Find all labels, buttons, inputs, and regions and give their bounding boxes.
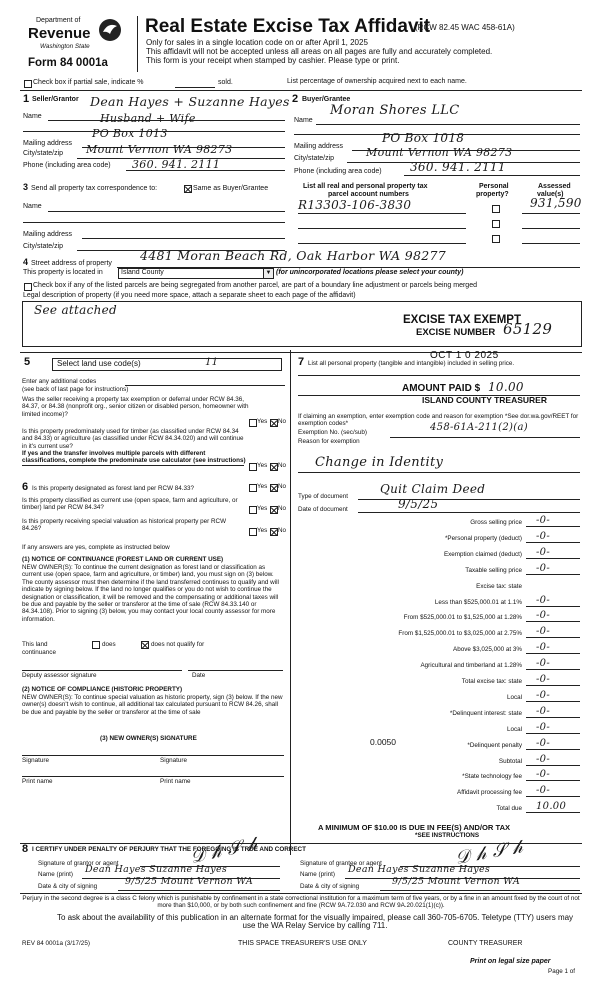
- buyer-phone-label: Phone (including area code): [294, 168, 382, 175]
- seller-city-label: City/state/zip: [23, 150, 64, 157]
- reason-value[interactable]: Change in Identity: [315, 455, 444, 470]
- calc-row-value[interactable]: -0-: [536, 642, 551, 654]
- owner-sig-label-1: Signature: [22, 757, 49, 764]
- seller-addr-value[interactable]: PO Box 1013: [92, 127, 168, 140]
- partial-sale-checkbox[interactable]: [24, 80, 32, 88]
- land-use-select-label: Select land use code(s): [57, 359, 141, 368]
- subtitle-2: This affidavit will not be accepted unless all areas on all pages are fully and accurately completed.: [146, 47, 493, 56]
- calc-row-label: From $525,000.01 to $1,525,000 at 1.28%: [403, 614, 522, 622]
- calc-row-label: Exemption claimed (deduct): [443, 550, 522, 558]
- personal-property-checkbox-3[interactable]: [492, 235, 500, 243]
- exempt-stamp-line1: EXCISE TAX EXEMPT: [403, 314, 522, 326]
- calc-row-value[interactable]: 10.00: [536, 801, 567, 813]
- sec3-city-label: City/state/zip: [23, 243, 64, 250]
- assessed-head-2: value(s): [537, 191, 564, 198]
- agency-name: Revenue: [28, 25, 91, 42]
- county-select[interactable]: [118, 268, 274, 279]
- doc-type-value[interactable]: Quit Claim Deed: [380, 482, 486, 496]
- sec5-q2: Is this property predominately used for timber (as classified under RCW 84.34 and 84.33) or agriculture (as classified under RCW 84.34.020) and will continue in it's current use?: [22, 428, 244, 450]
- calc-row-value[interactable]: -0-: [536, 594, 551, 606]
- dor-logo: [24, 14, 124, 58]
- forest-yes-label: Yes: [257, 483, 268, 490]
- q2-no-checkbox[interactable]: [270, 463, 278, 471]
- does-checkbox[interactable]: [92, 641, 100, 649]
- calc-row-label: *Delinquent penalty: [467, 741, 522, 749]
- calc-row-label: Local: [506, 693, 522, 701]
- calc-row-label: Total excise tax: state: [461, 678, 522, 685]
- calc-row-value[interactable]: -0-: [536, 705, 551, 717]
- calc-row-value[interactable]: -0-: [536, 562, 551, 574]
- sig-grantor-label: Signature of grantor or agent: [38, 860, 119, 867]
- buyer-addr-label: Mailing address: [294, 143, 344, 150]
- segregated-checkbox[interactable]: [24, 283, 32, 291]
- state-name: Washington State: [40, 43, 90, 50]
- partial-sale-label: Check box if partial sale, indicate %: [33, 79, 144, 86]
- reason-label: Reason for exemption: [298, 438, 360, 445]
- seller-phone-label: Phone (including area code): [23, 162, 111, 169]
- same-as-buyer-checkbox[interactable]: [184, 185, 192, 193]
- grantee-date-label: Date & city of signing: [300, 883, 360, 890]
- sec5-num: 5: [24, 356, 31, 368]
- forest-no-label: No: [278, 483, 287, 490]
- sec6-q2: Is this property classified as current use (open space, farm and agriculture, or timber) land per RCW 84.34?: [22, 497, 238, 512]
- sig-grantee-label: Signature of grantee or agent: [300, 860, 382, 867]
- exempt-stamp-line2: EXCISE NUMBER: [416, 327, 496, 338]
- sec3-name-label: Name: [23, 203, 42, 210]
- calc-row-value[interactable]: -0-: [536, 658, 551, 670]
- current-use-yes-checkbox[interactable]: [249, 506, 257, 514]
- amount-paid-value: 10.00: [488, 380, 524, 394]
- calc-row-value[interactable]: -0-: [536, 626, 551, 638]
- calc-row-value[interactable]: -0-: [536, 515, 551, 526]
- sec4-num: 4: [23, 257, 29, 267]
- calc-row-value[interactable]: -0-: [536, 689, 551, 701]
- amount-paid-label: AMOUNT PAID $: [402, 383, 481, 394]
- county-label: This property is located in: [23, 269, 103, 276]
- land-use-select[interactable]: [52, 358, 282, 371]
- sec7-num: 7: [298, 356, 305, 368]
- calc-row-value[interactable]: -0-: [536, 721, 551, 733]
- notice3-heading: (3) NEW OWNER(S) SIGNATURE: [100, 735, 197, 742]
- parcel-head-2: parcel account numbers: [328, 191, 409, 198]
- notice1-heading: (1) NOTICE OF CONTINUANCE (FOREST LAND OR CURRENT USE): [22, 556, 224, 563]
- q2-yes-label: Yes: [257, 462, 268, 469]
- alt-format-notice: To ask about the availability of this publication in an alternate format for the visually impaired, please call 360-705-6705. Teletype (TTY) users may use the WA Relay Service by calling 711.: [56, 913, 574, 931]
- grantee-name-value[interactable]: Dean Hayes Suzanne Hayes: [348, 864, 491, 875]
- page-number: Page 1 of: [548, 968, 575, 975]
- grantee-date-value[interactable]: 9/5/25 Mount Vernon WA: [392, 876, 520, 887]
- buyer-name-label: Name: [294, 117, 313, 124]
- current-use-no-label: No: [278, 505, 287, 512]
- subtitle-1: Only for sales in a single location code on or after April 1, 2025: [146, 38, 368, 47]
- form-rcw: (RCW 82.45 WAC 458-61A): [415, 23, 515, 32]
- stamp-date: OCT 1 0 2025: [430, 350, 499, 361]
- grantor-name-value[interactable]: Dean Hayes Suzanne Hayes: [85, 864, 228, 875]
- current-use-yes-label: Yes: [257, 505, 268, 512]
- rev-number: REV 84 0001a (3/17/25): [22, 940, 90, 947]
- continuance-label: continuance: [22, 649, 56, 656]
- historic-no-checkbox[interactable]: [270, 528, 278, 536]
- seller-addr-label: Mailing address: [23, 140, 73, 147]
- owner-sig-label-2: Signature: [160, 757, 187, 764]
- notice2-heading: (2) NOTICE OF COMPLIANCE (HISTORIC PROPERTY): [22, 686, 183, 693]
- owner-print-label-1: Print name: [22, 778, 53, 785]
- treasurer-use: THIS SPACE TREASURER'S USE ONLY: [238, 940, 367, 947]
- same-as-buyer-label: Same as Buyer/Grantee: [193, 185, 269, 192]
- q1-no-checkbox[interactable]: [270, 419, 278, 427]
- seller-phone-value[interactable]: 360. 941. 2111: [132, 158, 221, 171]
- washington-logo-icon: [98, 18, 122, 42]
- calc-row-label: Taxable selling price: [465, 566, 522, 574]
- buyer-city-value[interactable]: Mount Vernon WA 98273: [366, 146, 513, 159]
- personal-property-checkbox-2[interactable]: [492, 220, 500, 228]
- calc-row-label: From $1,525,000.01 to $3,025,000 at 2.75%: [398, 630, 522, 638]
- buyer-heading: Buyer/Grantee: [302, 96, 351, 103]
- doc-date-label: Date of document: [298, 506, 348, 513]
- sec6-answers: If any answers are yes, complete as instructed below: [22, 544, 170, 551]
- street-address-value[interactable]: 4481 Moran Beach Rd, Oak Harbor WA 98277: [140, 248, 447, 263]
- forest-yes-checkbox[interactable]: [249, 484, 257, 492]
- calc-row-value[interactable]: -0-: [536, 610, 551, 622]
- legal-size-note: Print on legal size paper: [470, 958, 551, 965]
- buyer-num: 2: [292, 93, 299, 105]
- calc-row-label: Gross selling price: [470, 519, 522, 526]
- seller-city-value[interactable]: Mount Vernon WA 98273: [86, 143, 233, 156]
- calc-row-value[interactable]: -0-: [536, 546, 551, 558]
- buyer-addr-value[interactable]: PO Box 1018: [382, 131, 465, 145]
- form-number: Form 84 0001a: [28, 57, 108, 69]
- exemption-no-label: Exemption No. (sec/sub): [298, 429, 367, 436]
- seller-name-value[interactable]: Dean Hayes + Suzanne Hayes: [90, 94, 290, 109]
- sec5-q2b: If yes and the transfer involves multiple parcels with different classifications, complete the predominate use calculator (see instructions): [22, 450, 246, 465]
- forest-no-checkbox[interactable]: [270, 484, 278, 492]
- buyer-city-label: City/state/zip: [294, 155, 335, 162]
- does-label: does: [102, 641, 116, 648]
- grantor-date-value[interactable]: 9/5/25 Mount Vernon WA: [125, 876, 253, 887]
- perjury-notice: Perjury in the second degree is a class C felony which is punishable by confinement in a state correctional institution for a maximum term of five years, or by a fine in an amount fixed by the court of not more than $10,000, or by both such confinement and fine (RCW 9A.72.030 and RCW 9A.20.021(1)(c)).: [22, 895, 580, 910]
- sec6-q3: Is this property receiving special valuation as historical property per RCW 84.26?: [22, 518, 227, 533]
- personal-head-1: Personal: [479, 183, 509, 190]
- county-select-value: Island County: [121, 269, 164, 276]
- calc-row-label: Excise tax: state: [476, 582, 522, 590]
- calc-row-label: Less than $525,000.01 at 1.1%: [434, 598, 522, 606]
- this-land-label: This land: [22, 641, 48, 648]
- see-back-label: (see back of last page for instructions): [22, 386, 129, 393]
- form-title: Real Estate Excise Tax Affidavit: [145, 16, 431, 37]
- grantee-name-label: Name (print): [300, 871, 335, 878]
- owner-print-label-2: Print name: [160, 778, 191, 785]
- minimum-notice: A MINIMUM OF $10.00 IS DUE IN FEE(S) AND/OR TAX: [318, 823, 511, 832]
- calc-row-label: Subtotal: [498, 757, 522, 765]
- calc-row-label: *Delinquent interest: state: [449, 709, 522, 717]
- sec7-label: List all personal property (tangible and intangible) included in selling price.: [308, 360, 515, 367]
- segregated-label: Check box if any of the listed parcels are being segregated from another parcel, are part of a boundary line adjustment or parcels being merged: [33, 282, 477, 289]
- sec4-label: Street address of property: [31, 260, 112, 267]
- legal-desc-label: Legal description of property (if you need more space, attach a separate sheet to each page of the affidavit): [23, 292, 356, 299]
- seller-name-value-2[interactable]: Husband + Wife: [100, 112, 196, 125]
- sec5-q1: Was the seller receiving a property tax exemption or deferral under RCW 84.36, 84.37, or 84.38 (nonprofit org., senior citizen or disabled person, homeowner with limited income)?: [22, 396, 249, 418]
- dept-line: Department of: [36, 17, 81, 24]
- q1-yes-checkbox[interactable]: [249, 419, 257, 427]
- historic-no-label: No: [278, 527, 287, 534]
- doc-type-label: Type of document: [298, 493, 349, 500]
- grantee-signature: 𝒟 𝒽 𝒮 𝒽: [453, 836, 525, 869]
- q1-no-label: No: [278, 418, 287, 425]
- calc-row-value[interactable]: -0-: [536, 769, 551, 781]
- historic-yes-checkbox[interactable]: [249, 528, 257, 536]
- treasurer-stamp: ISLAND COUNTY TREASURER: [422, 395, 547, 405]
- deputy-date-label: Date: [192, 672, 206, 679]
- seller-heading: Seller/Grantor: [32, 96, 79, 103]
- county-note: (for unincorporated locations please select your county): [276, 269, 464, 276]
- current-use-no-checkbox[interactable]: [270, 506, 278, 514]
- historic-yes-label: Yes: [257, 527, 268, 534]
- q2-yes-checkbox[interactable]: [249, 463, 257, 471]
- personal-property-checkbox-1[interactable]: [492, 205, 500, 213]
- sec3-addr-label: Mailing address: [23, 231, 73, 238]
- parcel-head-1: List all real and personal property tax: [303, 183, 428, 190]
- does-not-label: does not qualify for: [151, 641, 205, 648]
- seller-num: 1: [23, 93, 30, 105]
- personal-head-2: property?: [476, 191, 509, 198]
- grantor-signature: 𝒟 𝒽 𝒮 𝒽: [188, 833, 260, 868]
- assessed-head-1: Assessed: [538, 183, 571, 190]
- calc-row-value[interactable]: -0-: [536, 785, 551, 797]
- see-instructions: *SEE INSTRUCTIONS: [415, 832, 480, 839]
- chevron-down-icon: ▼: [263, 269, 273, 278]
- certify-text: I CERTIFY UNDER PENALTY OF PERJURY THAT THE FOREGOING IS TRUE AND CORRECT: [32, 846, 306, 853]
- county-treasurer: COUNTY TREASURER: [448, 940, 523, 947]
- grantor-name-label: Name (print): [38, 871, 73, 878]
- calc-row-value[interactable]: -0-: [536, 737, 551, 749]
- calc-row-label: Affidavit processing fee: [457, 789, 522, 797]
- additional-codes-label: Enter any additional codes: [22, 378, 97, 385]
- q1-yes-label: Yes: [257, 418, 268, 425]
- land-use-value[interactable]: 11: [205, 357, 219, 368]
- notice1-body: NEW OWNER(S): To continue the current designation as forest land or classification as current use (open space, farm and agriculture, or timber) land, you must sign on (3) below. The county assessor must then determine if the land transferred continues to qualify and will indicate by signing below. If the land no longer qualifies or you do not wish to continue the designation or classification, it will be removed and the compensating or additional taxes will be due and payable by the seller or transferor at the time of sale (RCW 84.33.140 or 84.34.108). Prior to signing (3) below, you may contact your local county assessor for more information.: [22, 564, 279, 623]
- calc-row-label: Total due: [496, 805, 522, 813]
- q2-no-label: No: [278, 462, 287, 469]
- parcel-value[interactable]: R13303-106-3830: [298, 198, 412, 212]
- calc-row-label: *Personal property (deduct): [444, 534, 522, 542]
- seller-name-label: Name: [23, 113, 42, 120]
- calc-row-value[interactable]: -0-: [536, 753, 551, 765]
- local-rate: 0.0050: [370, 737, 396, 747]
- buyer-name-value[interactable]: Moran Shores LLC: [330, 103, 460, 118]
- calc-row-value[interactable]: -0-: [536, 674, 551, 685]
- calc-row-label: Above $3,025,000 at 3%: [453, 646, 522, 654]
- exemption-no-value[interactable]: 458-61A-211(2)(a): [430, 422, 528, 433]
- assessed-value[interactable]: 931,590: [530, 196, 582, 210]
- doc-date-value[interactable]: 9/5/25: [398, 497, 439, 511]
- sec3-label: Send all property tax correspondence to:: [31, 185, 158, 192]
- deputy-sig-label: Deputy assessor signature: [22, 672, 97, 679]
- sec6-num: 6: [22, 481, 29, 493]
- calc-row-label: Local: [506, 725, 522, 733]
- buyer-phone-value[interactable]: 360. 941. 2111: [410, 160, 506, 174]
- sec3-num: 3: [23, 182, 29, 192]
- sec6-q1: Is this property designated as forest land per RCW 84.33?: [32, 485, 195, 492]
- exempt-stamp-number: 65129: [503, 320, 553, 338]
- calc-row-value[interactable]: -0-: [536, 530, 551, 542]
- exemption-text: If claiming an exemption, enter exemption code and reason for exemption *See dor.wa.gov/REET for exemption codes*: [298, 413, 579, 428]
- grantor-date-label: Date & city of signing: [38, 883, 98, 890]
- sec8-num: 8: [22, 843, 29, 855]
- legal-desc-value[interactable]: See attached: [34, 303, 118, 317]
- notice2-body: NEW OWNER(S): To continue special valuation as historic property, sign (3) below. If the new owner(s) doesn't wish to continue, all additional tax calculated pursuant to RCW 84.26, shall be due and payable by the seller or transferor at the time of sale: [22, 694, 283, 716]
- subtitle-3: This form is your receipt when stamped by cashier. Please type or print.: [146, 56, 400, 65]
- does-not-checkbox[interactable]: [141, 641, 149, 649]
- sold-label: sold.: [218, 79, 233, 86]
- ownership-label: List percentage of ownership acquired next to each name.: [287, 78, 467, 85]
- calc-row-label: *State technology fee: [462, 773, 522, 781]
- calc-row-label: Agricultural and timberland at 1.28%: [420, 662, 522, 670]
